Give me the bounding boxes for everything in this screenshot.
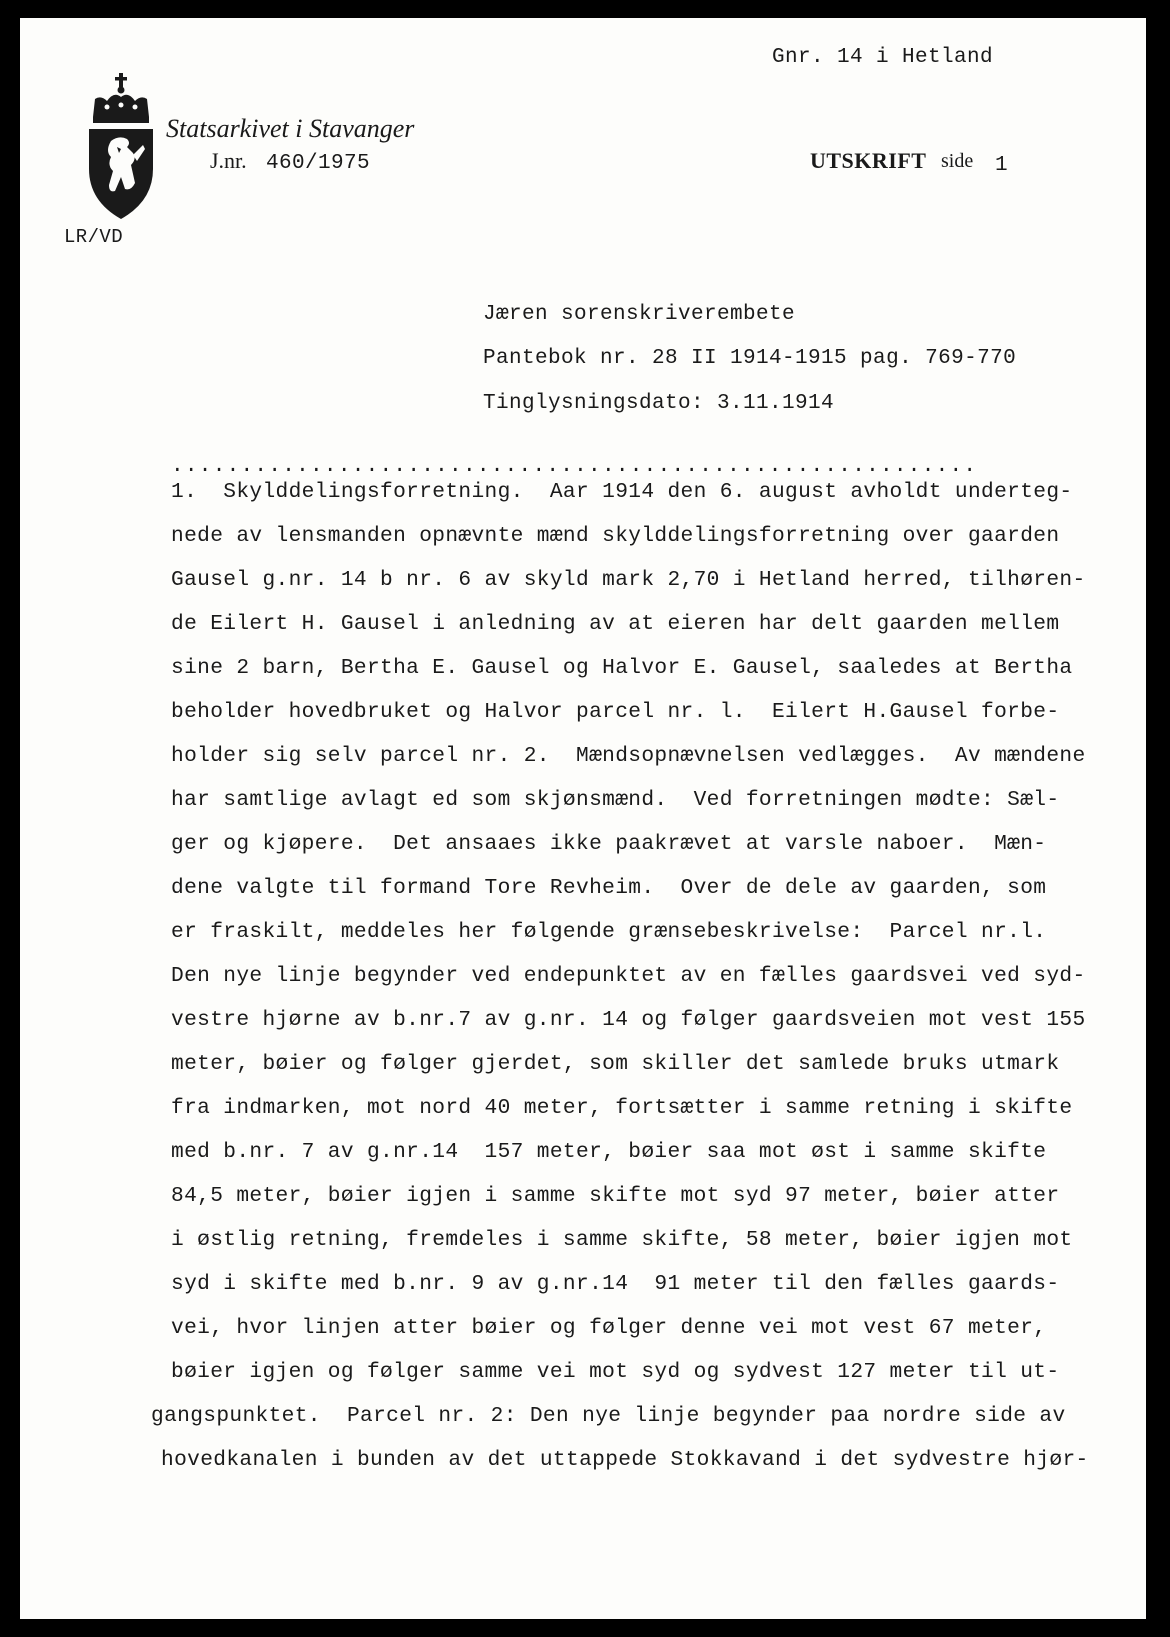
dotted-separator: .......................................................... xyxy=(171,455,978,478)
registration-date: Tinglysningsdato: 3.11.1914 xyxy=(483,392,835,415)
initials: LR/VD xyxy=(64,226,124,248)
extract-label: UTSKRIFT xyxy=(810,148,927,173)
body-line: Gausel g.nr. 14 b nr. 6 av skyld mark 2,70 i Hetland herred, tilhøren- xyxy=(171,568,1086,592)
body-line: vestre hjørne av b.nr.7 av g.nr. 14 og følger gaardsveien mot vest 155 xyxy=(171,1008,1086,1032)
body-line: bøier igjen og følger samme vei mot syd og sydvest 127 meter til ut- xyxy=(171,1360,1060,1384)
journal-number: 460/1975 xyxy=(266,152,371,175)
body-line: vei, hvor linjen atter bøier og følger denne vei mot vest 67 meter, xyxy=(171,1316,1047,1340)
court-office: Jæren sorenskriverembete xyxy=(483,303,796,326)
page-number: 1 xyxy=(995,154,1009,177)
mortgage-book: Pantebok nr. 28 II 1914-1915 pag. 769-770 xyxy=(483,347,1017,370)
body-line: med b.nr. 7 av g.nr.14 157 meter, bøier saa mot øst i samme skifte xyxy=(171,1140,1047,1164)
body-line: sine 2 barn, Bertha E. Gausel og Halvor E. Gausel, saaledes at Bertha xyxy=(171,656,1073,680)
body-line: hovedkanalen i bunden av det uttappede Stokkavand i det sydvestre hjør- xyxy=(161,1448,1089,1472)
body-line: 84,5 meter, bøier igjen i samme skifte mot syd 97 meter, bøier atter xyxy=(171,1184,1060,1208)
body-line: har samtlige avlagt ed som skjønsmænd. Ved forretningen mødte: Sæl- xyxy=(171,788,1060,812)
page-label: side xyxy=(941,150,974,172)
farm-reference: Gnr. 14 i Hetland xyxy=(772,46,994,69)
body-line: meter, bøier og følger gjerdet, som skiller det samlede bruks utmark xyxy=(171,1052,1060,1076)
body-line: fra indmarken, mot nord 40 meter, fortsætter i samme retning i skifte xyxy=(171,1096,1073,1120)
body-line: i østlig retning, fremdeles i samme skifte, 58 meter, bøier igjen mot xyxy=(171,1228,1073,1252)
document-page xyxy=(20,18,1146,1619)
body-line: dene valgte til formand Tore Revheim. Over de dele av gaarden, som xyxy=(171,876,1047,900)
body-line: gangspunktet. Parcel nr. 2: Den nye linje begynder paa nordre side av xyxy=(151,1404,1066,1428)
body-line: er fraskilt, meddeles her følgende grænsebeskrivelse: Parcel nr.l. xyxy=(171,920,1047,944)
body-line: Den nye linje begynder ved endepunktet av en fælles gaardsvei ved syd- xyxy=(171,964,1086,988)
body-line: beholder hovedbruket og Halvor parcel nr. l. Eilert H.Gausel forbe- xyxy=(171,700,1060,724)
body-line: ger og kjøpere. Det ansaaes ikke paakrævet at varsle naboer. Mæn- xyxy=(171,832,1047,856)
body-line: holder sig selv parcel nr. 2. Mændsopnævnelsen vedlægges. Av mændene xyxy=(171,744,1086,768)
coat-of-arms-icon xyxy=(81,73,161,223)
body-line: nede av lensmanden opnævnte mænd skylddelingsforretning over gaarden xyxy=(171,524,1060,548)
journal-label: J.nr. xyxy=(210,148,247,173)
body-line: de Eilert H. Gausel i anledning av at eieren har delt gaarden mellem xyxy=(171,612,1060,636)
body-line: 1. Skylddelingsforretning. Aar 1914 den 6. august avholdt underteg- xyxy=(171,480,1073,504)
archive-name: Statsarkivet i Stavanger xyxy=(166,114,415,143)
body-line: syd i skifte med b.nr. 9 av g.nr.14 91 meter til den fælles gaards- xyxy=(171,1272,1060,1296)
